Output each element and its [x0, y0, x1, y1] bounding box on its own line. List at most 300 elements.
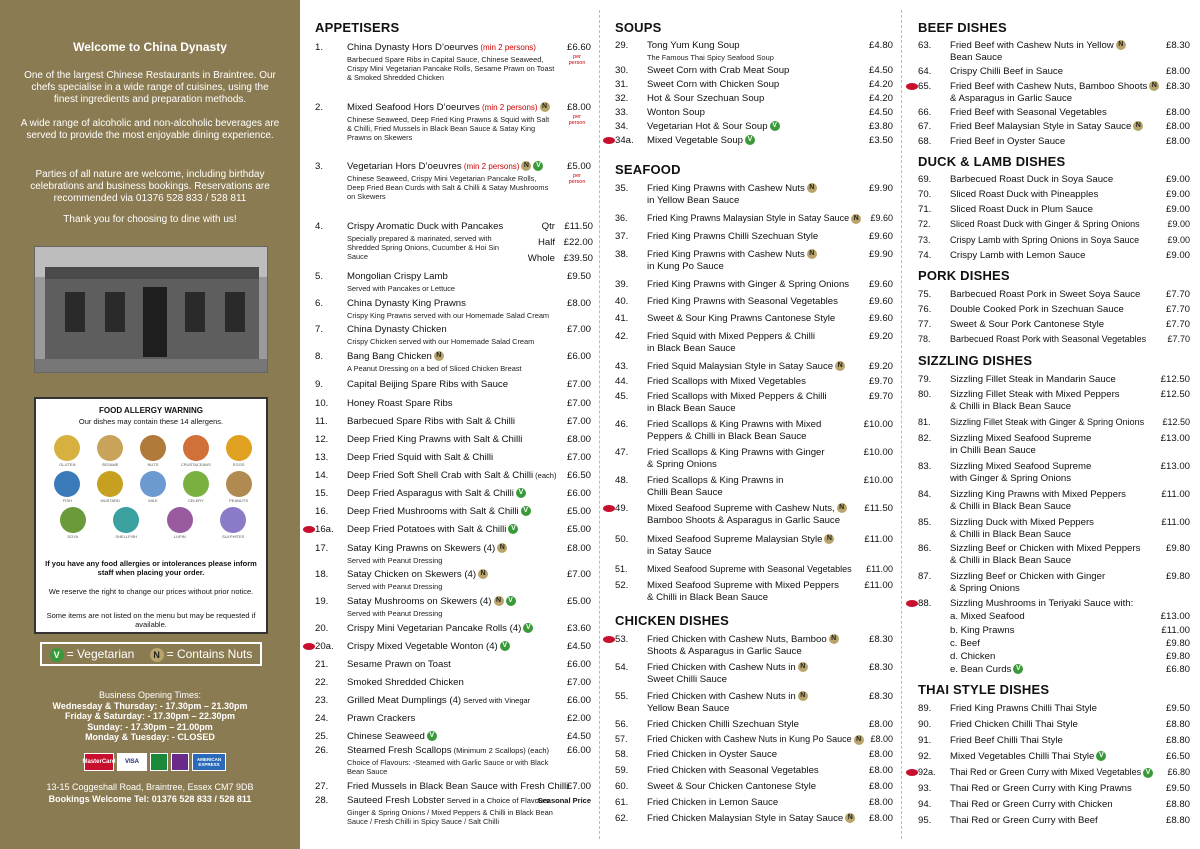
item-title: Steamed Fresh Scallops — [347, 745, 452, 756]
item-number: 73. — [918, 235, 931, 245]
item-title: Crispy Lamb with Lemon Sauce — [950, 250, 1086, 261]
item-price: £6.00 — [566, 351, 591, 362]
item-description: Specially prepared & marinated, served with Shredded Spring Onions, Cucumber & Hoi Sin Sauce — [347, 234, 499, 261]
item-name — [347, 713, 415, 725]
item-name — [950, 136, 1065, 148]
item-price: £8.00 — [566, 543, 591, 554]
item-name — [647, 107, 705, 119]
portion-label: Half — [537, 237, 555, 248]
vegetarian-icon: V — [533, 161, 543, 171]
item-title: Crispy Mixed Vegetable Wonton (4) — [347, 641, 498, 652]
item-price: £9.80 — [1165, 651, 1190, 662]
item-number: 63. — [918, 40, 932, 51]
item-number: 60. — [615, 781, 629, 792]
item-number: 68. — [918, 136, 932, 147]
item-name — [347, 102, 550, 114]
item-title: Sizzling Mixed Seafood Supreme — [950, 461, 1092, 472]
item-number: 32. — [615, 93, 629, 104]
item-title: Barbecued Spare Ribs with Salt & Chilli — [347, 416, 515, 427]
allergen-fish-icon — [53, 471, 81, 503]
item-description: Choice of Flavours: -Steamed with Garlic Sauce or with Black Bean Sauce — [347, 758, 549, 776]
allergen-sulphites-icon — [219, 507, 247, 539]
thanks-paragraph: Thank you for choosing to dine with us! — [63, 214, 237, 225]
item-price: £13.00 — [1160, 433, 1190, 444]
item-price: £8.80 — [1165, 799, 1190, 810]
hours-title: Business Opening Times: — [98, 690, 202, 700]
item-name — [647, 580, 839, 603]
new-item-lips-icon — [303, 526, 315, 533]
item-title: Fried King Prawns with Cashew Nuts — [647, 249, 805, 260]
item-price: £5.00 — [566, 524, 591, 535]
item-price: £6.60 — [566, 42, 591, 53]
item-title: Fried Squid Malaysian Style in Satay Sauce — [647, 361, 834, 372]
item-number: 46. — [615, 419, 629, 430]
item-price: £7.00 — [566, 324, 591, 335]
item-name — [347, 452, 493, 464]
item-title: Satay Chicken on Skewers (4) — [347, 569, 477, 580]
item-number: 61. — [615, 797, 629, 808]
item-title: Fried Mussels in Black Bean Sauce with Fresh Chilli — [347, 781, 569, 792]
item-number: 57. — [615, 734, 628, 744]
item-description: Chinese Seaweed, Deep Fried King Prawns & Squid with Salt & Chilli, Fried Mussels in Black Bean Sauce & Satay King Prawns on Skewers — [347, 115, 550, 142]
item-title: Fried King Prawns with Seasonal Vegetables — [647, 296, 838, 307]
item-price: £3.80 — [868, 121, 893, 132]
item-title: Sizzling Fillet Steak with Mixed Peppers — [950, 389, 1120, 400]
item-price: £6.00 — [566, 695, 591, 706]
item-title: Fried Beef with Cashew Nuts, Bamboo Shoots — [950, 81, 1148, 92]
item-name — [950, 81, 1159, 104]
item-title: Grilled Meat Dumplings (4) — [347, 695, 462, 706]
item-number: 84. — [918, 489, 932, 500]
item-name — [347, 596, 516, 608]
item-number: 56. — [615, 719, 629, 730]
hours-line: Friday & Saturday: - 17.30pm – 22.30pm — [64, 711, 236, 721]
nuts-icon: N — [1116, 40, 1126, 50]
item-title: Fried Beef with Seasonal Vegetables — [950, 107, 1107, 118]
nuts-icon: N — [798, 691, 808, 701]
item-price: £8.30 — [868, 662, 893, 673]
nuts-icon: N — [835, 361, 845, 371]
item-title: Sweet & Sour King Prawns Cantonese Style — [647, 313, 836, 324]
intro-paragraph: One of the largest Chinese Restaurants in Braintree. Our chefs specialise in a wide range of cuisines, using the finest ingredients and preparation methods. — [24, 70, 276, 105]
vegetarian-icon: V — [516, 488, 526, 498]
item-price: £8.00 — [1165, 136, 1190, 147]
item-price: £4.50 — [566, 731, 591, 742]
item-name-cont: in Yellow Bean Sauce — [647, 194, 740, 206]
duck-portion-price — [505, 253, 593, 269]
item-number: 17. — [315, 543, 329, 554]
item-price: £10.00 — [863, 447, 893, 458]
section-title-appetisers: APPETISERS — [315, 20, 400, 35]
item-number: 76. — [918, 304, 932, 315]
nuts-icon: N — [494, 596, 504, 606]
item-number: 92. — [918, 751, 932, 762]
allergen-label: SULPHITES — [222, 534, 245, 539]
item-number: 86. — [918, 543, 932, 554]
item-title: Chinese Seaweed — [347, 731, 425, 742]
item-price: £7.70 — [1165, 319, 1190, 330]
item-number: 66. — [918, 107, 932, 118]
item-name — [950, 189, 1098, 201]
nuts-icon: N — [1149, 81, 1159, 91]
portion-price: £22.00 — [563, 237, 593, 248]
item-name-cont: & Chilli in Black Bean Sauce — [950, 500, 1072, 512]
item-title: Fried Chicken with Cashew Nuts in — [647, 691, 796, 702]
item-price: £9.80 — [1165, 571, 1190, 582]
item-price: £9.60 — [870, 213, 893, 223]
item-name — [347, 271, 448, 283]
allergen-crustaceans-icon — [182, 435, 210, 467]
item-number: 52. — [615, 580, 629, 591]
allergen-circle — [220, 507, 246, 533]
item-title: Deep Fried Asparagus with Salt & Chilli — [347, 488, 514, 499]
item-name — [950, 611, 1025, 623]
item-title: Honey Roast Spare Ribs — [347, 398, 453, 409]
item-name — [647, 797, 778, 809]
allergen-milk-icon — [139, 471, 167, 503]
allergen-row — [46, 507, 260, 539]
portion-price: £39.50 — [563, 253, 593, 264]
item-title: Deep Fried Potatoes with Salt & Chilli — [347, 524, 507, 535]
allergen-sesame-icon — [96, 435, 124, 467]
item-price: £13.00 — [1160, 461, 1190, 472]
nuts-icon: N — [150, 648, 164, 662]
allergen-circle — [54, 471, 80, 497]
item-name-cont: Shoots & Asparagus in Garlic Sauce — [647, 645, 802, 657]
menu-column-3 — [908, 0, 1192, 849]
nuts-icon: N — [807, 183, 817, 193]
item-name-cont: & Asparagus in Garlic Sauce — [950, 92, 1073, 104]
item-title: Fried Scallops with Mixed Peppers & Chilli — [647, 391, 827, 402]
item-title: Fried Chicken with Cashew Nuts in — [647, 662, 796, 673]
allergen-circle — [54, 435, 80, 461]
vegetarian-icon: V — [506, 596, 516, 606]
opening-hours — [0, 690, 300, 743]
item-price: £7.00 — [566, 677, 591, 688]
allergen-circle — [60, 507, 86, 533]
duck-portion-prices — [505, 221, 593, 269]
item-title: Tong Yum Kung Soup — [647, 40, 740, 51]
item-number: 8. — [315, 351, 324, 362]
item-name — [950, 735, 1063, 747]
item-name-cont: with Ginger & Spring Onions — [950, 472, 1072, 484]
item-title: Wonton Soup — [647, 107, 705, 118]
item-title: Fried Squid with Mixed Peppers & Chilli — [647, 331, 815, 342]
item-number: 72. — [918, 219, 931, 229]
allergen-label: LUPIN — [173, 534, 186, 539]
item-name — [347, 641, 510, 653]
item-price: £12.50 — [1160, 374, 1190, 385]
vegetarian-icon: V — [500, 641, 510, 651]
item-title: Sweet & Sour Pork Cantonese Style — [950, 319, 1105, 330]
item-name — [647, 40, 740, 52]
item-title: Satay King Prawns on Skewers (4) — [347, 543, 496, 554]
item-price: £9.50 — [1165, 703, 1190, 714]
item-price: £5.00 — [566, 596, 591, 607]
allergen-label: SOYA — [67, 534, 79, 539]
item-name — [950, 543, 1140, 566]
allergen-label: MILK — [148, 498, 158, 503]
item-number: 45. — [615, 391, 629, 402]
item-price: £7.70 — [1165, 289, 1190, 300]
item-description: Crispy Chicken served with our Homemade Salad Cream — [347, 337, 535, 346]
vegetarian-icon: V — [1143, 768, 1153, 778]
item-number: 95. — [918, 815, 932, 826]
menu-column-2 — [605, 0, 895, 849]
item-number: 4. — [315, 221, 324, 232]
item-name — [647, 331, 815, 354]
sidebar — [0, 0, 300, 849]
item-price: Seasonal Price — [537, 796, 591, 805]
item-number: 15. — [315, 488, 329, 499]
item-name — [347, 161, 543, 173]
item-title: Mixed Vegetable Soup — [647, 135, 744, 146]
item-price: £5.00 — [566, 506, 591, 517]
item-name — [950, 571, 1105, 594]
item-title: Sesame Prawn on Toast — [347, 659, 451, 670]
item-title: Fried Scallops & King Prawns in — [647, 475, 784, 486]
duck-portion-price — [505, 221, 593, 237]
amex-icon: AMERICAN EXPRESS — [192, 753, 226, 771]
item-price: £8.00 — [868, 797, 893, 808]
item-name — [347, 695, 530, 707]
item-name — [647, 249, 817, 272]
item-price: £9.90 — [868, 249, 893, 260]
item-price: £8.00 — [1165, 66, 1190, 77]
item-number: 29. — [615, 40, 629, 51]
item-name — [647, 135, 755, 147]
nuts-icon: N — [478, 569, 488, 579]
item-price: £11.00 — [866, 564, 893, 574]
allergen-label: GLUTEN — [59, 462, 76, 467]
item-number: 87. — [918, 571, 932, 582]
item-name — [950, 783, 1132, 795]
item-title: Barbecued Roast Pork with Seasonal Vegetables — [950, 334, 1147, 344]
legend-nuts: N = Contains Nuts — [150, 647, 253, 662]
item-number: 74. — [918, 250, 932, 261]
item-price: £8.30 — [868, 634, 893, 645]
item-description: A Peanut Dressing on a bed of Sliced Chicken Breast — [347, 364, 522, 373]
item-name — [950, 638, 980, 650]
item-description: The Famous Thai Spicy Seafood Soup — [647, 53, 774, 62]
item-title: Fried Chicken Malaysian Style in Satay Sauce — [647, 813, 844, 824]
item-number: 37. — [615, 231, 629, 242]
item-price: £8.80 — [1165, 735, 1190, 746]
new-item-lips-icon — [906, 600, 918, 607]
item-title: Fried Chicken with Cashew Nuts in Kung Po Sauce — [647, 734, 852, 744]
item-title: Fried King Prawns with Ginger & Spring Onions — [647, 279, 850, 290]
section-title-thai: THAI STYLE DISHES — [918, 682, 1050, 697]
item-number: 49. — [615, 503, 629, 514]
item-name-cont: & Spring Onions — [647, 458, 717, 470]
item-price: £11.00 — [864, 580, 893, 591]
item-title: Sliced Roast Duck with Ginger & Spring Onions — [950, 219, 1140, 229]
item-price: £11.00 — [864, 534, 893, 545]
item-name — [950, 174, 1113, 186]
item-name — [950, 250, 1085, 262]
new-item-lips-icon — [303, 643, 315, 650]
allergen-circle — [183, 471, 209, 497]
allergen-gluten-icon — [53, 435, 81, 467]
item-price: £8.00 — [566, 434, 591, 445]
item-name — [347, 434, 522, 446]
allergen-nuts-icon — [139, 435, 167, 467]
allergen-mustard-icon — [96, 471, 124, 503]
welcome-title: Welcome to China Dynasty — [73, 40, 227, 54]
item-title: Sizzling Duck with Mixed Peppers — [950, 517, 1094, 528]
item-name — [647, 376, 806, 388]
item-price: £6.50 — [1165, 751, 1190, 762]
nuts-icon: N — [798, 662, 808, 672]
item-number: 24. — [315, 713, 329, 724]
item-title: Sweet & Sour Chicken Cantonese Style — [647, 781, 817, 792]
allergy-note: If you have any food allergies or intolerances please inform staff when placing your order. — [45, 559, 257, 577]
allergen-circle — [140, 435, 166, 461]
nuts-icon: N — [829, 634, 839, 644]
item-title: China Dynasty King Prawns — [347, 298, 466, 309]
item-number: 43. — [615, 361, 629, 372]
allergen-circle — [113, 507, 139, 533]
item-name — [647, 662, 808, 685]
item-price: £9.50 — [1165, 783, 1190, 794]
item-number: 18. — [315, 569, 329, 580]
item-title: Mixed Seafood Supreme with Cashew Nuts, — [647, 503, 835, 514]
allergen-label: SESAME — [101, 462, 119, 467]
item-price: £7.00 — [566, 379, 591, 390]
item-price: £9.00 — [1167, 235, 1190, 245]
item-number: 89. — [918, 703, 932, 714]
nuts-icon: N — [851, 214, 861, 224]
item-price: £8.00 — [868, 749, 893, 760]
item-name — [647, 475, 784, 498]
item-title: c. Beef — [950, 638, 980, 649]
item-price: £11.00 — [1161, 625, 1190, 636]
item-number: 2. — [315, 102, 324, 113]
item-price: £9.20 — [868, 361, 893, 372]
item-name — [647, 213, 861, 225]
item-name — [347, 398, 453, 410]
item-title: d. Chicken — [950, 651, 996, 662]
item-name-cont: & Chilli in Black Bean Sauce — [950, 554, 1072, 566]
item-qualifier: (Minimum 2 Scallops) (each) — [451, 746, 550, 755]
item-price: £7.00 — [566, 452, 591, 463]
item-number: 27. — [315, 781, 329, 792]
item-price: £4.50 — [868, 65, 893, 76]
item-title: Sizzling Mixed Seafood Supreme — [950, 433, 1092, 444]
portion-price: £11.50 — [564, 221, 593, 232]
item-price: £9.00 — [1165, 250, 1190, 261]
item-price: £6.00 — [566, 488, 591, 499]
item-number: 42. — [615, 331, 629, 342]
item-price: £9.60 — [868, 313, 893, 324]
item-number: 7. — [315, 324, 324, 335]
item-name — [647, 719, 799, 731]
item-name-cont: Chilli Bean Sauce — [647, 486, 723, 498]
item-title: Thai Red or Green Curry with King Prawns — [950, 783, 1132, 794]
item-title: Fried King Prawns with Cashew Nuts — [647, 183, 805, 194]
item-number: 16a. — [315, 524, 334, 535]
section-title-duck-lamb: DUCK & LAMB DISHES — [918, 154, 1066, 169]
item-title: Sweet Corn with Crab Meat Soup — [647, 65, 790, 76]
allergen-label: NUTS — [147, 462, 159, 467]
item-qualifier: (each) — [533, 471, 557, 480]
item-title: Sweet Corn with Chicken Soup — [647, 79, 780, 90]
allergen-soya-icon — [59, 507, 87, 539]
item-title: Sizzling King Prawns with Mixed Peppers — [950, 489, 1126, 500]
item-name — [647, 534, 834, 557]
item-description: Served with Peanut Dressing — [347, 582, 443, 591]
item-qualifier: Served with Vinegar — [461, 696, 531, 705]
item-name — [647, 447, 825, 470]
item-title: Deep Fried Squid with Salt & Chilli — [347, 452, 494, 463]
allergen-label: EGGS — [232, 462, 245, 467]
item-title: Sliced Roast Duck in Plum Sauce — [950, 204, 1093, 215]
item-price: £7.70 — [1165, 304, 1190, 315]
section-title-beef: BEEF DISHES — [918, 20, 1007, 35]
item-name — [950, 461, 1091, 484]
item-title: Thai Red or Green Curry with Beef — [950, 815, 1098, 826]
item-title: Mixed Seafood Hors D’oeurves — [347, 102, 480, 113]
item-number: 38. — [615, 249, 629, 260]
item-price: £11.00 — [1161, 517, 1190, 528]
allergen-label: CELERY — [187, 498, 204, 503]
item-number: 31. — [615, 79, 629, 90]
item-title: Fried Chicken Chilli Szechuan Style — [647, 719, 799, 730]
item-title: Satay Mushrooms on Skewers (4) — [347, 596, 492, 607]
restaurant-photo — [34, 246, 268, 373]
item-name — [347, 569, 488, 581]
item-number: 79. — [918, 374, 932, 385]
vegetarian-icon: V — [523, 623, 533, 633]
item-title: Crispy Mini Vegetarian Pancake Rolls (4) — [347, 623, 522, 634]
item-name — [950, 107, 1107, 119]
item-title: Mixed Seafood Supreme Malaysian Style — [647, 534, 823, 545]
item-title: Crispy Lamb with Spring Onions in Soya Sauce — [950, 235, 1140, 245]
item-price: £8.00 — [868, 719, 893, 730]
item-number: 3. — [315, 161, 324, 172]
card-icon — [171, 753, 189, 771]
item-price: £3.60 — [566, 623, 591, 634]
item-name — [347, 677, 464, 689]
item-name — [950, 625, 1015, 637]
item-price: £12.50 — [1162, 417, 1190, 427]
item-name — [950, 204, 1093, 216]
item-name — [647, 79, 779, 91]
item-number: 94. — [918, 799, 932, 810]
item-title: Fried Beef in Oyster Sauce — [950, 136, 1066, 147]
item-name — [347, 795, 549, 807]
allergen-label: CRUSTACEANS — [180, 462, 211, 467]
item-number: 81. — [918, 417, 931, 427]
item-qualifier: Served in a Choice of Flavours — [444, 796, 550, 805]
item-price: £8.30 — [868, 691, 893, 702]
item-description: Served with Pancakes or Lettuce — [347, 284, 456, 293]
item-number: 92a. — [918, 767, 936, 777]
section-title-sizzling: SIZZLING DISHES — [918, 353, 1033, 368]
item-description: Crispy King Prawns served with our Homemade Salad Cream — [347, 311, 550, 320]
item-name — [647, 231, 818, 243]
price-change-note: We reserve the right to change our prices without prior notice. — [48, 587, 254, 596]
item-title: Fried King Prawns Malaysian Style in Satay Sauce — [647, 213, 850, 223]
nuts-icon: N — [521, 161, 531, 171]
item-number: 67. — [918, 121, 932, 132]
duck-portion-price — [505, 237, 593, 253]
vegetarian-icon: V — [770, 121, 780, 131]
item-title: China Dynasty Chicken — [347, 324, 447, 335]
item-name — [647, 93, 764, 105]
item-number: 70. — [918, 189, 932, 200]
section-title-pork: PORK DISHES — [918, 268, 1010, 283]
